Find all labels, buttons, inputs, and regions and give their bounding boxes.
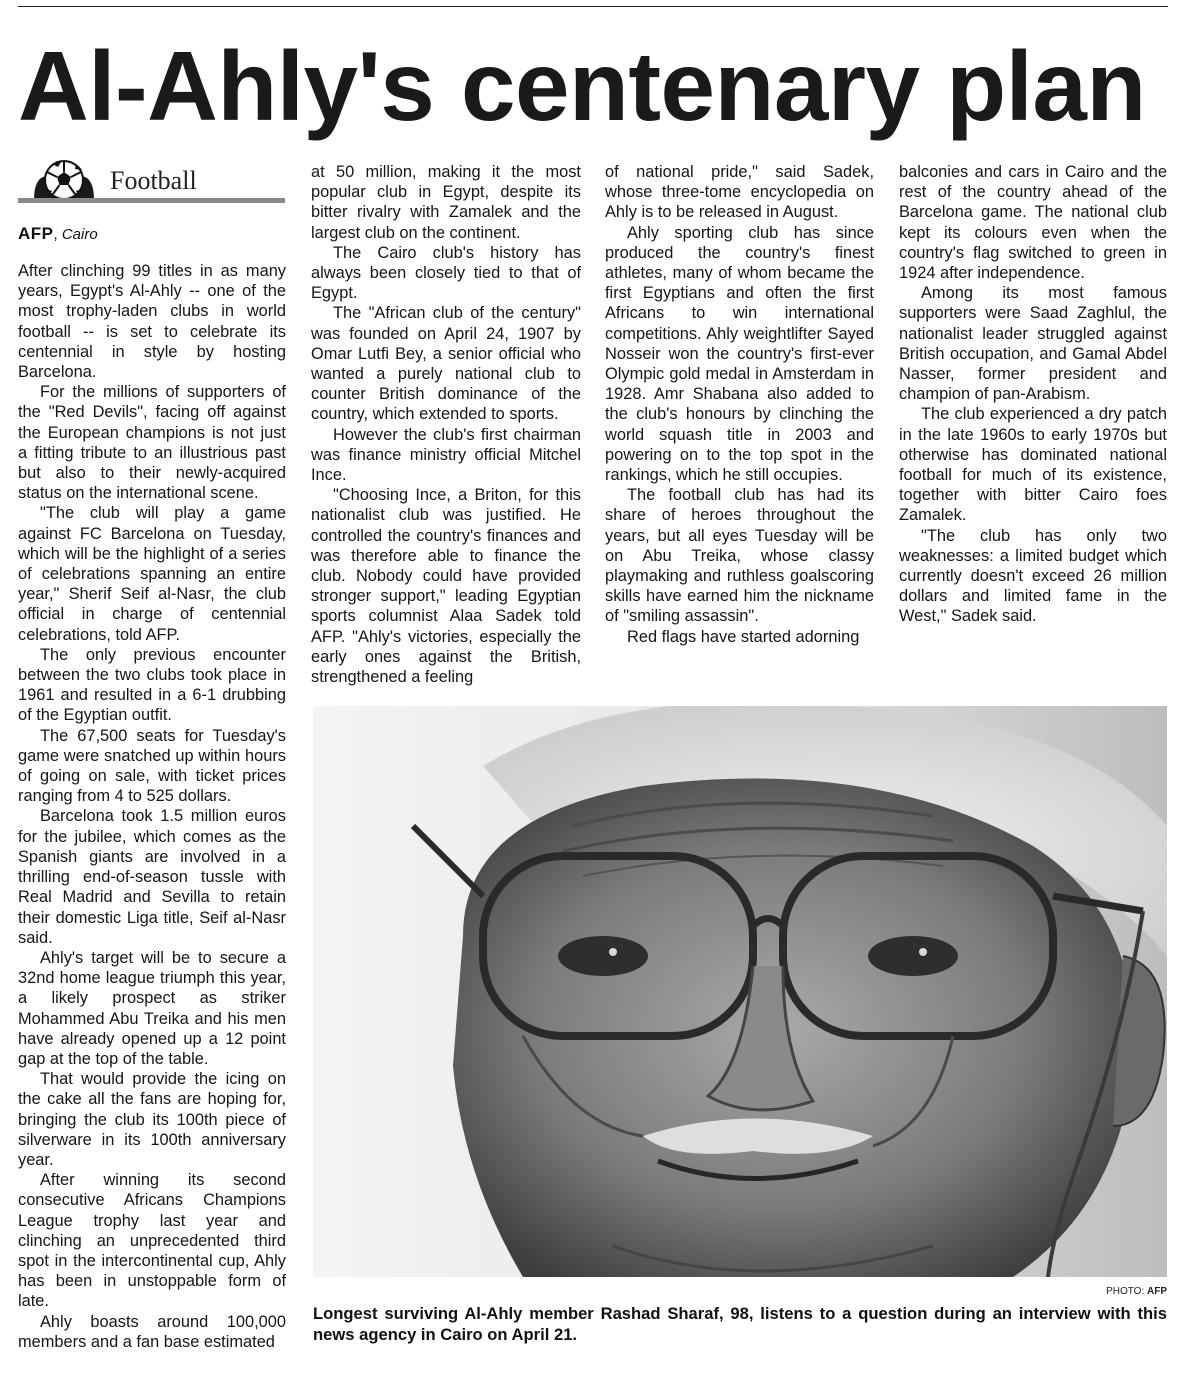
paragraph: The club experienced a dry patch in the late 1960s to early 1970s but otherwise has dominated national football for much of its existence, together with bitter Cairo foes Zamalek. [899,405,1167,525]
photo-credit [1106,1286,1167,1298]
paragraph: The "African club of the century" was founded on April 24, 1907 by Omar Lutfi Bey, a senior official who wanted a purely national club to counter British dominance of the country, which extended to sports. [311,304,581,424]
portrait-photo [313,706,1167,1277]
paragraph: Ahly's target will be to secure a 32nd home league triumph this year, a likely prospect as striker Mohammed Abu Treika and his men have already opened up a 12 point gap at the top of the table. [18,948,286,1068]
paragraph: The only previous encounter between the two clubs took place in 1961 and resulted in a 6-1 drubbing of the Egyptian outfit. [18,645,286,725]
paragraph: For the millions of supporters of the "Red Devils", facing off against the European champions is not just a fitting tribute to an illustrious past but also to their newly-acquired status on the international scene. [18,383,286,503]
paragraph: balconies and cars in Cairo and the rest of the country ahead of the Barcelona game. The national club kept its colours even when the country's flag switched to green in 1924 after independence. [899,163,1167,283]
section-header [18,160,285,204]
top-rule [18,6,1168,7]
paragraph: Barcelona took 1.5 million euros for the jubilee, which comes as the Spanish giants are involved in a thrilling end-of-season tussle with Real Madrid and Sevilla to retain their domestic Liga title, Seif al-Nasr said. [18,807,286,947]
photo-illustration [313,706,1167,1277]
paragraph: The Cairo club's history has always been closely tied to that of Egypt. [311,243,581,303]
byline-agency: AFP [18,224,54,243]
section-label: Football [110,166,197,195]
paragraph: The 67,500 seats for Tuesday's game were snatched up within hours of going on sale, with ticket prices ranging from 4 to 525 dollars. [18,726,286,806]
paragraph: Red flags have started adorning [627,627,860,646]
paragraph: The football club has had its share of heroes throughout the years, but all eyes Tuesday will be on Abu Treika, whose classy playmaking and ruthless goalscoring skills have earned him the nickname of "smiling assassin". [605,486,874,626]
paragraph: After clinching 99 titles in as many years, Egypt's Al-Ahly -- one of the most trophy-laden clubs in world football -- is set to celebrate its centennial in style by hosting Barcelona. [18,262,286,382]
paragraph: of national pride," said Sadek, whose three-tome encyclopedia on Ahly is to be released in August. [605,163,874,222]
paragraph: at 50 million, making it the most popular club in Egypt, despite its bitter rivalry with Zamalek and the largest club on the continent. [311,163,581,242]
paragraph: Ahly boasts around 100,000 members and a fan base estimated [18,1312,286,1351]
byline-separator: , [53,226,58,243]
photo-credit-prefix: PHOTO: [1106,1286,1145,1297]
paragraph: "The club has only two weaknesses: a limited budget which currently doesn't exceed 26 million dollars and limited fame in the West," Sadek said. [899,526,1167,626]
column-4 [899,162,1167,627]
byline-place: Cairo [61,226,98,243]
photo-credit-source: AFP [1147,1286,1167,1297]
paragraph: "The club will play a game against FC Barcelona on Tuesday, which will be the highlight of a series of celebrations spanning an entire year," Sherif Seif al-Nasr, the club official in charge of centennial celebrations, told AFP. [18,504,286,644]
column-3 [605,162,874,647]
headline: Al-Ahly's centenary plan [18,31,1146,141]
paragraph: Ahly sporting club has since produced the country's finest athletes, many of whom became the first Egyptians and often the first Africans to win international competitions. Ahly weightlifter Sayed Nosseir won the country's first-ever Olympic gold medal in Amsterdam in 1928. Amr Shabana also added to the club's honours by clinching the world squash title in 2003 and powering on to the top spot in the rankings, which he still occupies. [605,223,874,485]
paragraph: That would provide the icing on the cake all the fans are hoping for, bringing the club its 100th piece of silverware in its 100th anniversary year. [18,1070,286,1169]
section-rule [18,198,285,203]
paragraph: After winning its second consecutive Africans Champions League trophy last year and clinching an unprecedented third spot in the intercontinental cup, Ahly has been in unstoppable form of late. [18,1171,286,1311]
photo-caption: Longest surviving Al-Ahly member Rashad Sharaf, 98, listens to a question during an interview with this news agency in Cairo on April 21. [313,1304,1167,1344]
byline [18,224,98,245]
paragraph: However the club's first chairman was finance ministry official Mitchel Ince. [311,425,581,485]
column-2 [311,162,581,687]
paragraph: "Choosing Ince, a Briton, for this nationalist club was justified. He controlled the country's finances and was therefore able to finance the club. Nobody could have provided stronger support," leading Egyptian sports columnist Alaa Sadek told AFP. "Ahly's victories, especially the early ones against the British, strengthened a feeling [311,486,581,687]
paragraph: Among its most famous supporters were Saad Zaghlul, the nationalist leader struggled against British occupation, and Gamal Abdel Nasser, former president and champion of pan-Arabism. [899,284,1167,404]
column-1 [18,261,286,1352]
football-icon [32,160,94,200]
